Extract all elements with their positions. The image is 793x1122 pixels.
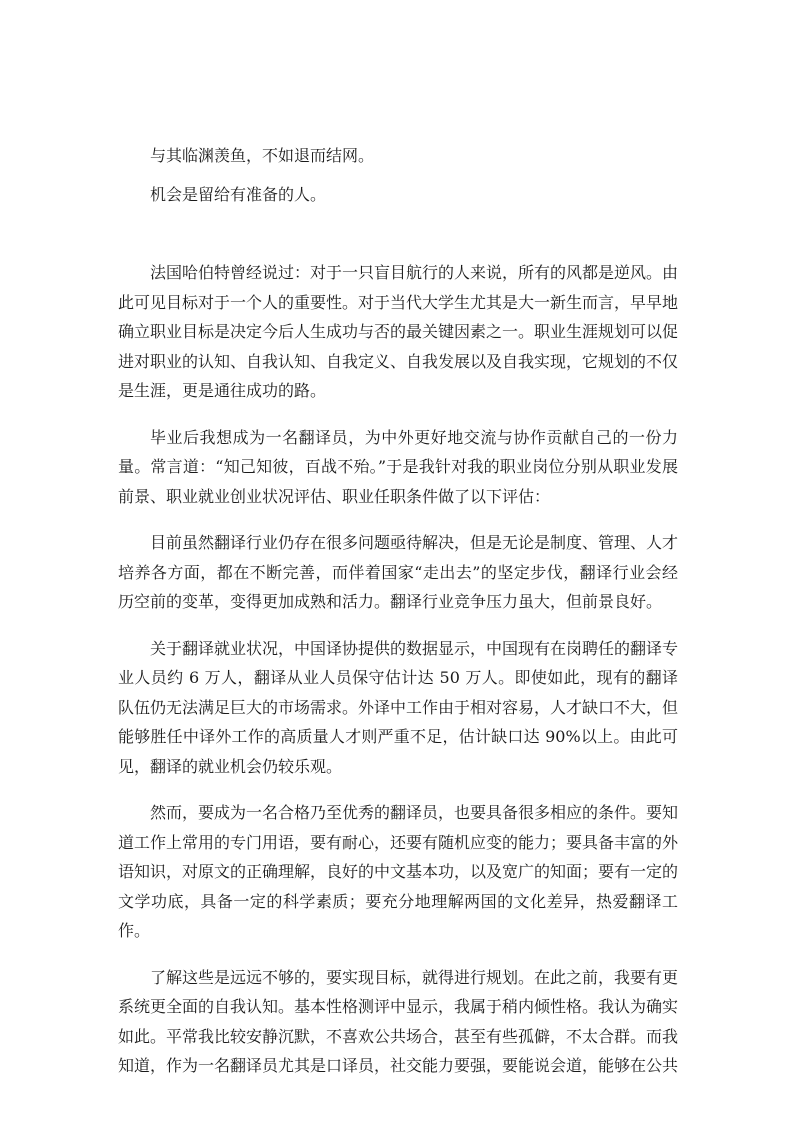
- paragraph-gap: [118, 617, 678, 634]
- proverb-line: 与其临渊羡鱼，不如退而结网。: [150, 146, 375, 165]
- paragraph-gap: [118, 511, 678, 528]
- paragraph: 关于翻译就业状况，中国译协提供的数据显示，中国现有在岗聘任的翻译专业人员约 6 万人，翻译从业人员保守估计达 50 万人。即使如此，现有的翻译队伍仍无法满足巨大的市场需求。外译中工作由于相对容易，人才缺口不大，但能够胜任中译外工作的高质量人才则严重不足，估计缺口达 90%以上。由此可见，翻译的就业机会仍较乐观。: [118, 638, 679, 776]
- paragraph: 法国哈伯特曾经说过：对于一只盲目航行的人来说，所有的风都是逆风。由此可见目标对于一个人的重要性。对于当代大学生尤其是大一新生而言，早早地确立职业目标是决定今后人生成功与否的最关键因素之一。职业生涯规划可以促进对职业的认知、自我认知、自我定义、自我发展以及自我实现，它规划的不仅是生涯，更是通往成功的路。: [118, 263, 679, 400]
- paragraph: 毕业后我想成为一名翻译员，为中外更好地交流与协作贡献自己的一份力量。常言道：“知己知彼，百战不殆。”于是我针对我的职业岗位分别从职业发展前景、职业就业创业状况评估、职业任职条件做了以下评估：: [118, 427, 678, 506]
- paragraph-gap: [118, 406, 678, 423]
- proverb-line: 机会是留给有准备的人。: [150, 185, 327, 204]
- paragraph: 然而，要成为一名合格乃至优秀的翻译员，也要具备很多相应的条件。要知道工作上常用的专门用语，要有耐心，还要有随机应变的能力；要具备丰富的外语知识，对原文的正确理解，良好的中文基本功，以及宽广的知面；要有一定的文学功底，具备一定的科学素质；要充分地理解两国的文化差异，热爱翻译工作。: [118, 803, 679, 940]
- paragraph: 了解这些是远远不够的，要实现目标，就得进行规划。在此之前，我要有更系统更全面的自我认知。基本性格测评中显示，我属于稍内倾性格。我认为确实如此。平常我比较安静沉默，不喜欢公共场合，甚至有些孤僻，不太合群。而我知道，作为一名翻译员尤其是口译员，社交能力要强，要能说会道，能够在公共: [118, 967, 679, 1075]
- paragraph-gap: [118, 781, 678, 798]
- body-text: [118, 258, 678, 1081]
- paragraph-gap: [118, 946, 678, 963]
- paragraph: 目前虽然翻译行业仍存在很多问题亟待解决，但是无论是制度、管理、人才培养各方面，都在不断完善，而伴着国家“走出去”的坚定步伐，翻译行业会经历空前的变革，变得更加成熟和活力。翻译行业竞争压力虽大，但前景良好。: [118, 533, 679, 611]
